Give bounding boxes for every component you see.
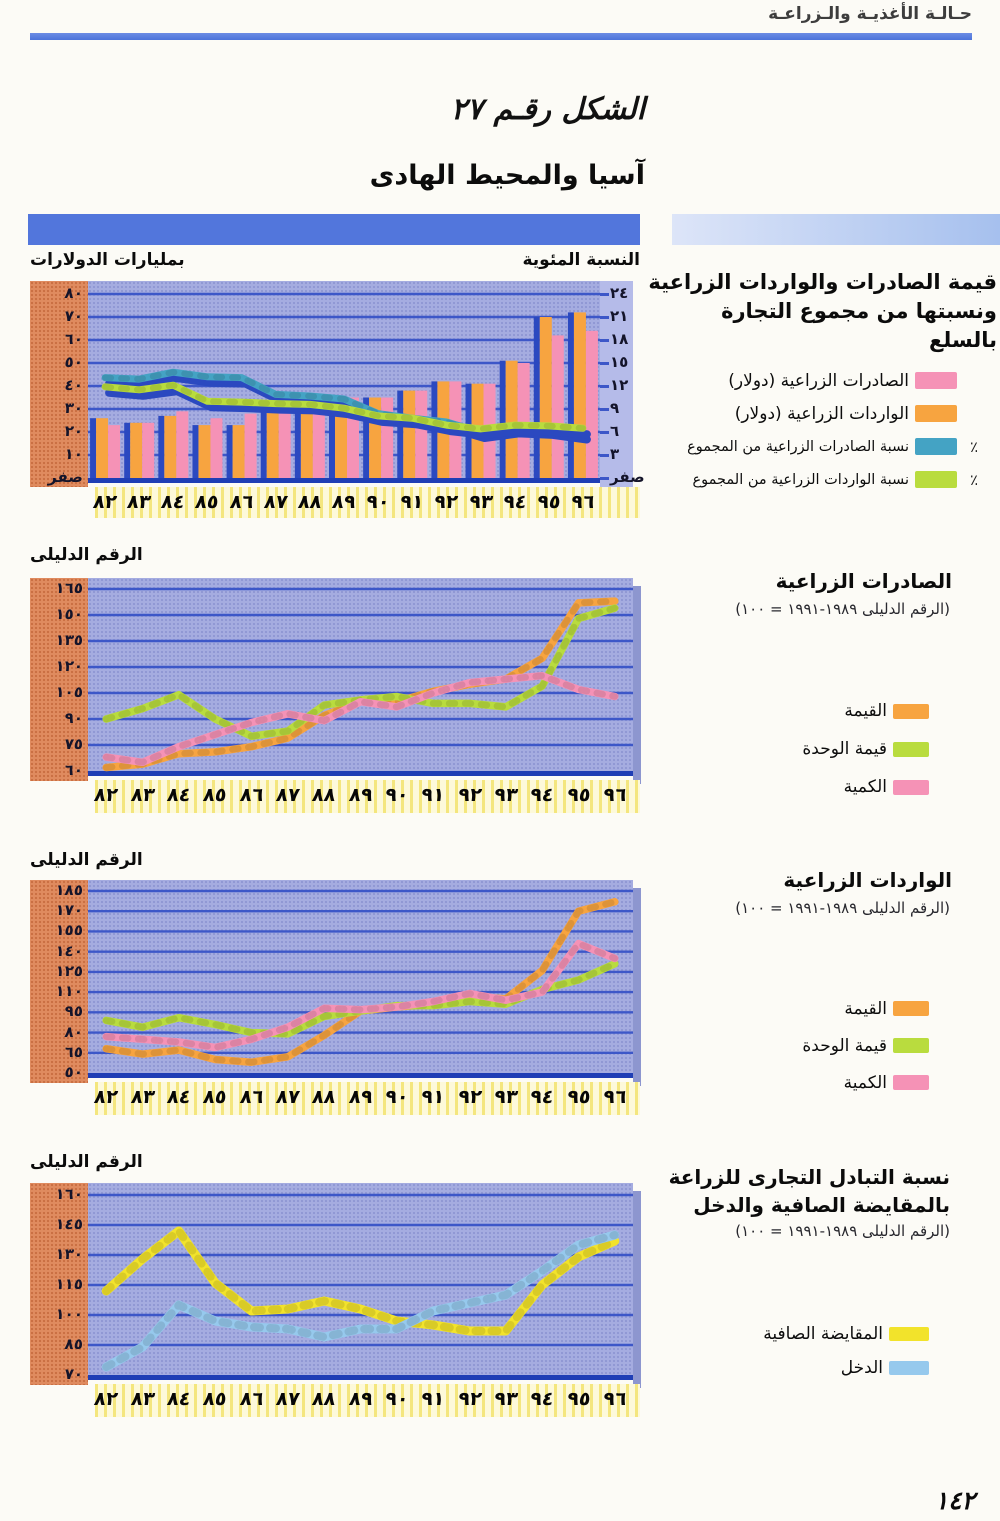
year-label: ٨٩ <box>347 784 374 806</box>
left-tick-label: ١٣٥ <box>54 631 84 649</box>
bar-imports <box>403 391 415 478</box>
bar-exports <box>552 335 564 478</box>
year-label: ٩٠ <box>383 1086 410 1108</box>
right-tick-mark <box>600 362 609 365</box>
legend-label: المقايضة الصافية <box>763 1324 883 1344</box>
legend-label: الواردات الزراعية (دولار) <box>734 403 909 424</box>
bar-shadow <box>158 416 164 478</box>
legend-row <box>640 397 985 430</box>
chart4-title-line: بالمقايضة الصافية والدخل <box>693 1193 950 1217</box>
legend-row <box>640 364 985 397</box>
chart2-title: الصادرات الزراعية <box>775 569 952 593</box>
legend-label: الدخل <box>840 1358 883 1378</box>
year-label: ٩٠ <box>383 1388 410 1410</box>
x-axis-line <box>88 1073 633 1078</box>
chart4-legend <box>645 1317 957 1385</box>
right-tick-mark <box>600 454 609 457</box>
chart1-right-axis-label: النسبة المئوية <box>522 250 640 270</box>
year-label: ٨٥ <box>194 491 221 513</box>
bar-shadow <box>192 425 198 478</box>
left-tick-label: ١٢٠ <box>54 657 84 675</box>
legend-swatch <box>889 1361 929 1375</box>
year-label: ٩٠ <box>383 784 410 806</box>
chart2-axis-label: الرقم الدليلى <box>30 545 143 565</box>
year-label: ٩١ <box>420 1086 447 1108</box>
right-tick-label: ٩ <box>610 399 620 417</box>
year-label: ٨٩ <box>347 1086 374 1108</box>
left-tick-label: ١٦٥ <box>54 579 84 597</box>
bar-imports <box>164 416 176 478</box>
year-label: ٩٥ <box>535 491 562 513</box>
legend-row <box>640 463 985 496</box>
year-label: ٩٦ <box>569 491 597 513</box>
bar-exports <box>518 363 530 478</box>
left-tick-label: ١٤٥ <box>54 1215 84 1233</box>
year-label: ٨٣ <box>129 1086 156 1108</box>
left-tick-label: ٤٠ <box>63 376 84 394</box>
year-label: ٨٦ <box>228 491 255 513</box>
chart3-left-axis-panel <box>30 880 88 1083</box>
percent-sign: ٪ <box>969 470 979 489</box>
chart1-title-line: ونسبتها من مجموع التجارة <box>721 299 997 323</box>
line-series <box>106 902 615 1062</box>
left-tick-label: ٥٠ <box>63 353 84 371</box>
left-tick-label: ٧٠ <box>63 307 84 325</box>
bar-shadow <box>397 391 403 478</box>
figure-number: الشكل رقـم ٢٧ <box>450 92 645 127</box>
legend-swatch <box>915 405 957 422</box>
legend-row <box>645 1064 957 1101</box>
bar-shadow <box>295 407 301 478</box>
chart1-legend <box>640 364 985 496</box>
bar-exports <box>381 398 393 479</box>
chart1-plot <box>88 281 600 483</box>
year-label: ٩٢ <box>456 784 483 806</box>
year-label: ٩٥ <box>565 1388 592 1410</box>
right-tick-mark <box>600 385 609 388</box>
year-label: ٨٢ <box>93 784 120 806</box>
left-tick-label: ٧٥ <box>63 735 84 753</box>
year-label: ٩٦ <box>601 1086 628 1108</box>
legend-swatch <box>915 372 957 389</box>
page-number: ١٤٢ <box>934 1486 975 1515</box>
year-label: ٨٥ <box>202 1388 229 1410</box>
x-axis-line <box>88 478 600 483</box>
legend-row <box>640 430 985 463</box>
bar-shadow <box>227 425 233 478</box>
chart4-year-band <box>95 1384 640 1417</box>
legend-row <box>645 1027 957 1064</box>
chart1-title <box>640 268 997 355</box>
year-label: ٩٥ <box>565 1086 592 1108</box>
year-label: ٨٤ <box>165 1388 192 1410</box>
left-tick-label: ١٠٥ <box>54 683 84 701</box>
legend-label: الكمية <box>843 1072 887 1093</box>
left-tick-label: ١٥٠ <box>54 605 84 623</box>
year-label: ٨٩ <box>347 1388 374 1410</box>
right-tick-label: صفر <box>610 468 645 486</box>
chart3-legend <box>645 990 957 1101</box>
chart-title-bar <box>28 214 640 245</box>
region-title: آسيا والمحيط الهادى <box>369 160 645 191</box>
year-label: ٨٧ <box>274 784 301 806</box>
bar-imports <box>233 425 245 478</box>
legend-label: نسبة الواردات الزراعية من المجموع <box>692 471 909 488</box>
year-label: ٩٤ <box>501 491 528 513</box>
bar-shadow <box>90 418 96 478</box>
year-label: ٩٦ <box>601 1388 628 1410</box>
legend-label: القيمة <box>844 998 887 1019</box>
bar-imports <box>301 407 313 478</box>
chart3-plot <box>88 880 633 1078</box>
left-tick-label: ٦٠ <box>63 330 84 348</box>
legend-label: نسبة الصادرات الزراعية من المجموع <box>687 438 909 455</box>
year-label: ٩١ <box>399 491 426 513</box>
legend-swatch <box>889 1327 929 1341</box>
bar-exports <box>210 418 222 478</box>
year-label: ٨٤ <box>165 784 192 806</box>
year-label: ٨٧ <box>262 491 289 513</box>
bar-exports <box>586 331 598 478</box>
year-label: ٨٣ <box>129 1388 156 1410</box>
left-tick-label: ٣٠ <box>63 399 84 417</box>
year-label: ٨٥ <box>202 1086 229 1108</box>
legend-row <box>645 692 957 730</box>
year-label: ٩٣ <box>492 784 519 806</box>
header-rule <box>30 33 972 40</box>
year-label: ٨٨ <box>311 784 338 806</box>
left-tick-label: ١٤٠ <box>54 941 84 960</box>
legend-swatch <box>915 438 957 455</box>
left-tick-label: ١١٠ <box>54 982 84 1001</box>
year-label: ٨٣ <box>129 784 156 806</box>
left-tick-label: ١٣٠ <box>54 1245 84 1263</box>
left-tick-label: ١٥٥ <box>54 921 84 940</box>
year-label: ٨٣ <box>126 491 153 513</box>
year-label: ٨٧ <box>274 1388 301 1410</box>
chart2-legend <box>645 692 957 806</box>
bar-imports <box>506 361 518 478</box>
right-tick-label: ١٥ <box>610 353 629 371</box>
left-tick-label: ٦٥ <box>63 1042 84 1061</box>
year-label: ٨٨ <box>311 1086 338 1108</box>
left-tick-label: ٨٥ <box>63 1335 84 1353</box>
left-tick-label: ٥٠ <box>63 1063 84 1081</box>
year-label: ٨٤ <box>160 491 187 513</box>
legend-swatch <box>893 1038 929 1053</box>
chart1-title-line: بالسلع <box>929 328 997 352</box>
year-label: ٨٦ <box>238 1086 265 1108</box>
right-tick-label: ٦ <box>610 422 620 440</box>
legend-swatch <box>893 742 929 757</box>
year-label: ٩٣ <box>467 491 494 513</box>
legend-row <box>645 768 957 806</box>
chart2-subtitle: (الرقم الدليلى ١٩٨٩-١٩٩١ = ١٠٠) <box>735 600 950 618</box>
year-label: ٩٤ <box>529 1086 556 1108</box>
year-label: ٩٢ <box>456 1086 483 1108</box>
chart1-title-line: قيمة الصادرات والواردات الزراعية <box>648 270 997 294</box>
chart4-axis-label: الرقم الدليلى <box>30 1152 143 1172</box>
bar-imports <box>96 418 108 478</box>
year-label: ٩١ <box>420 1388 447 1410</box>
right-tick-mark <box>600 408 609 411</box>
x-axis-line <box>88 1375 633 1380</box>
year-label: ٩٢ <box>456 1388 483 1410</box>
chart3-title: الواردات الزراعية <box>783 868 952 892</box>
bar-imports <box>540 317 552 478</box>
legend-row <box>645 990 957 1027</box>
bar-exports <box>245 414 257 478</box>
page-header: حـالـة الأغذيـة والـزراعـة <box>768 4 972 24</box>
chart4-plot <box>88 1183 633 1380</box>
chart2-year-band <box>95 780 640 813</box>
year-label: ٨٢ <box>93 1086 120 1108</box>
bar-imports <box>198 425 210 478</box>
year-label: ٨٢ <box>93 1388 120 1410</box>
bar-shadow <box>124 423 130 478</box>
year-label: ٩٢ <box>433 491 460 513</box>
year-label: ٩٦ <box>601 784 628 806</box>
left-tick-label: ٨٠ <box>63 1022 84 1041</box>
legend-row <box>645 730 957 768</box>
right-tick-label: ٢٤ <box>610 284 629 302</box>
right-tick-label: ٢١ <box>610 307 629 325</box>
bar-imports <box>267 411 279 478</box>
legend-swatch <box>893 1075 929 1090</box>
bar-imports <box>574 312 586 478</box>
year-label: ٨٢ <box>91 491 119 513</box>
year-label: ٩٣ <box>492 1086 519 1108</box>
year-label: ٨٦ <box>238 784 265 806</box>
year-label: ٨٨ <box>311 1388 338 1410</box>
chart2-plot <box>88 578 633 776</box>
chart4-title <box>638 1163 950 1219</box>
legend-swatch <box>893 780 929 795</box>
year-label: ٨٨ <box>296 491 323 513</box>
left-tick-label: ١٠ <box>63 445 84 463</box>
bar-exports <box>142 423 154 478</box>
legend-label: قيمة الوحدة <box>802 739 887 759</box>
legend-label: القيمة <box>844 701 887 721</box>
year-label: ٩٤ <box>529 784 556 806</box>
percent-sign: ٪ <box>969 437 979 456</box>
left-tick-label: ١٠٠ <box>54 1305 84 1323</box>
left-tick-label: ١٨٥ <box>54 881 84 899</box>
right-tick-label: ١٨ <box>610 330 629 348</box>
left-tick-label: صفر <box>47 468 84 486</box>
year-label: ٩٠ <box>364 491 392 513</box>
line-series <box>106 608 615 736</box>
legend-row <box>645 1351 957 1385</box>
chart1-left-axis-panel <box>30 281 88 487</box>
chart1-year-band <box>91 487 640 518</box>
chart3-axis-label: الرقم الدليلى <box>30 850 143 870</box>
year-label: ٨٤ <box>165 1086 192 1108</box>
year-label: ٨٦ <box>238 1388 265 1410</box>
right-tick-label: ٣ <box>610 445 620 463</box>
chart4-subtitle: (الرقم الدليلى ١٩٨٩-١٩٩١ = ١٠٠) <box>735 1222 950 1240</box>
bar-shadow <box>500 361 506 478</box>
left-tick-label: ٧٠ <box>63 1365 84 1383</box>
year-label: ٩٤ <box>529 1388 556 1410</box>
right-tick-label: ١٢ <box>610 376 629 394</box>
year-label: ٨٥ <box>202 784 229 806</box>
year-label: ٩١ <box>420 784 447 806</box>
legend-label: الصادرات الزراعية (دولار) <box>728 370 909 391</box>
left-tick-label: ٩٠ <box>63 709 84 727</box>
bar-exports <box>108 425 120 478</box>
year-label: ٩٣ <box>492 1388 519 1410</box>
left-tick-label: ١٦٠ <box>54 1185 84 1203</box>
bar-exports <box>176 411 188 478</box>
chart1-right-axis-panel <box>600 281 645 505</box>
bar-exports <box>415 391 427 478</box>
year-label: ٨٧ <box>274 1086 301 1108</box>
right-tick-mark <box>600 293 609 296</box>
left-tick-label: ٢٠ <box>63 422 84 440</box>
legend-swatch <box>893 704 929 719</box>
year-label: ٨٩ <box>330 491 358 513</box>
legend-swatch <box>915 471 957 488</box>
right-tick-mark <box>600 339 609 342</box>
chart3-subtitle: (الرقم الدليلى ١٩٨٩-١٩٩١ = ١٠٠) <box>735 899 950 917</box>
left-tick-label: ١٢٥ <box>54 961 84 980</box>
line-texture <box>106 608 615 736</box>
left-tick-label: ٦٠ <box>63 761 84 779</box>
chart3-year-band <box>95 1082 640 1115</box>
right-tick-mark <box>600 316 609 319</box>
bar-exports <box>279 407 291 478</box>
chart2-left-axis-panel <box>30 578 88 781</box>
chart1-left-axis-label: بمليارات الدولارات <box>30 250 185 270</box>
bar-shadow <box>534 317 540 478</box>
left-tick-label: ٩٥ <box>63 1002 84 1021</box>
legend-header-bar <box>672 214 1000 245</box>
legend-label: الكمية <box>843 777 887 797</box>
legend-swatch <box>893 1001 929 1016</box>
bar-imports <box>130 423 142 478</box>
left-tick-label: ١٧٠ <box>54 901 84 920</box>
right-tick-mark <box>600 431 609 434</box>
right-tick-mark <box>600 477 609 480</box>
line-texture <box>106 902 615 1062</box>
chart4-title-line: نسبة التبادل التجارى للزراعة <box>668 1165 950 1189</box>
left-tick-label: ١١٥ <box>54 1275 84 1293</box>
bar-shadow <box>261 411 267 478</box>
left-tick-label: ٨٠ <box>63 284 84 302</box>
legend-row <box>645 1317 957 1351</box>
legend-label: قيمة الوحدة <box>802 1035 887 1056</box>
year-label: ٩٥ <box>565 784 592 806</box>
x-axis-line <box>88 771 633 776</box>
chart4-left-axis-panel <box>30 1183 88 1385</box>
bar-shadow <box>568 312 574 478</box>
